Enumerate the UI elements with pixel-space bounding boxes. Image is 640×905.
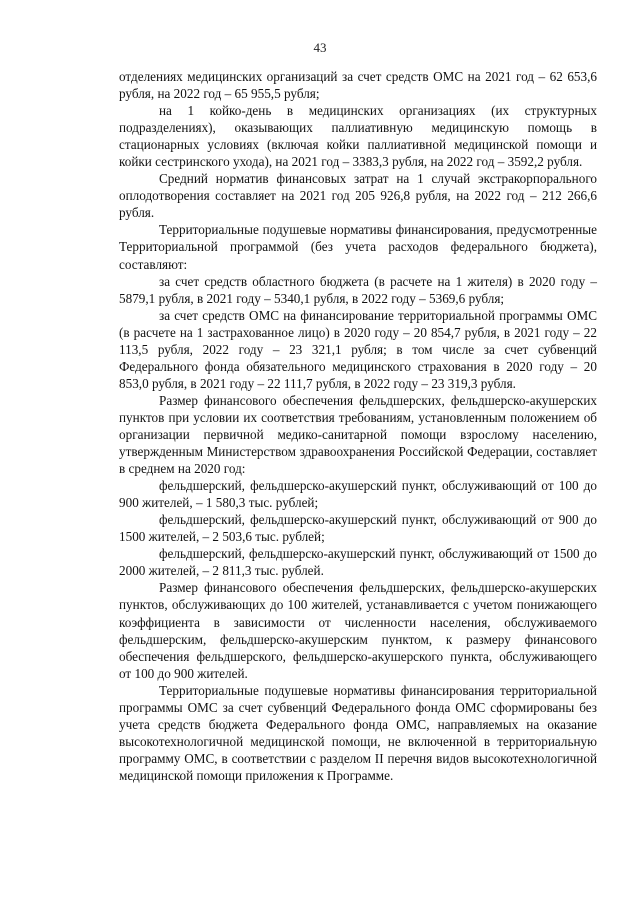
paragraph-feldsher-under-100: Размер финансового обеспечения фельдшерских, фельдшерско-акушерских пунктов, обслуживающих до 100 жителей, устанавливается с учетом понижающего коэффициента в зависимости от численности населения, обслуживаемого фельдшерским, фельдшерско-акушерским пунктом, к размеру финансового обеспечения фельдшерского, фельдшерско-акушерского пункта, обслуживающего от 100 до 900 жителей.: [119, 580, 597, 681]
paragraph-feldsher-900-1500: фельдшерский, фельдшерско-акушерский пункт, обслуживающий от 900 до 1500 жителей, – 2 503,6 тыс. рублей;: [119, 512, 597, 545]
paragraph-oms-norm: за счет средств ОМС на финансирование территориальной программы ОМС (в расчете на 1 застрахованное лицо) в 2020 году – 20 854,7 рубля, в 2021 году – 22 113,5 рубля, 2022 году – 23 321,1 рубля; в том числе за счет субвенций Федерального фонда обязательного медицинского страхования в 2020 году – 20 853,0 рубля, в 2021 году – 22 111,7 рубля, в 2022 году – 23 319,3 рубля.: [119, 307, 597, 391]
paragraph-palliative-bed-day: на 1 койко-день в медицинских организациях (их структурных подразделениях), оказывающих паллиативную медицинскую помощь в стационарных условиях (включая койки паллиативной медицинской помощи и койки сестринского ухода), на 2021 год – 3383,3 рубля, на 2022 год – 3592,2 рубля.: [119, 103, 597, 170]
document-body: [119, 68, 597, 784]
paragraph-feldsher-funding-intro: Размер финансового обеспечения фельдшерских, фельдшерско-акушерских пунктов при условии их соответствия требованиям, установленным положением об организации первичной медико-санитарной помощи взрослому населению, утвержденным Министерством здравоохранения Российской Федерации, составляет в среднем на 2020 год:: [119, 392, 597, 477]
page-number: 43: [313, 40, 327, 55]
paragraph-per-capita-norms-intro: Территориальные подушевые нормативы финансирования, предусмотренные Территориальной программой (без учета расходов федерального бюджета), составляют:: [119, 222, 597, 272]
paragraph-oms-subvention-norms: Территориальные подушевые нормативы финансирования территориальной программы ОМС за счет субвенций Федерального фонда ОМС сформированы без учета средств бюджета Федерального фонда ОМС, направляемых на оказание высокотехнологичной медицинской помощи, не включенной в территориальную программу ОМС, в соответствии с разделом II перечня видов высокотехнологичной медицинской помощи приложения к Программе.: [119, 682, 597, 783]
paragraph-feldsher-1500-2000: фельдшерский, фельдшерско-акушерский пункт, обслуживающий от 1500 до 2000 жителей, – 2 811,3 тыс. рублей.: [119, 546, 597, 579]
paragraph-feldsher-100-900: фельдшерский, фельдшерско-акушерский пункт, обслуживающий от 100 до 900 жителей, – 1 580,3 тыс. рублей;: [119, 478, 597, 511]
paragraph-regional-budget-norm: за счет средств областного бюджета (в расчете на 1 жителя) в 2020 году – 5879,1 рубля, в 2021 году – 5340,1 рубля, в 2022 году – 5369,6 рубля;: [119, 273, 597, 306]
paragraph-oms-ward-cost: отделениях медицинских организаций за счет средств ОМС на 2021 год – 62 653,6 рубля, на 2022 год – 65 955,5 рубля;: [119, 69, 597, 102]
paragraph-ivf-cost: Средний норматив финансовых затрат на 1 случай экстракорпорального оплодотворения составляет на 2021 год 205 926,8 рубля, на 2022 год – 212 266,6 рубля.: [119, 171, 597, 221]
